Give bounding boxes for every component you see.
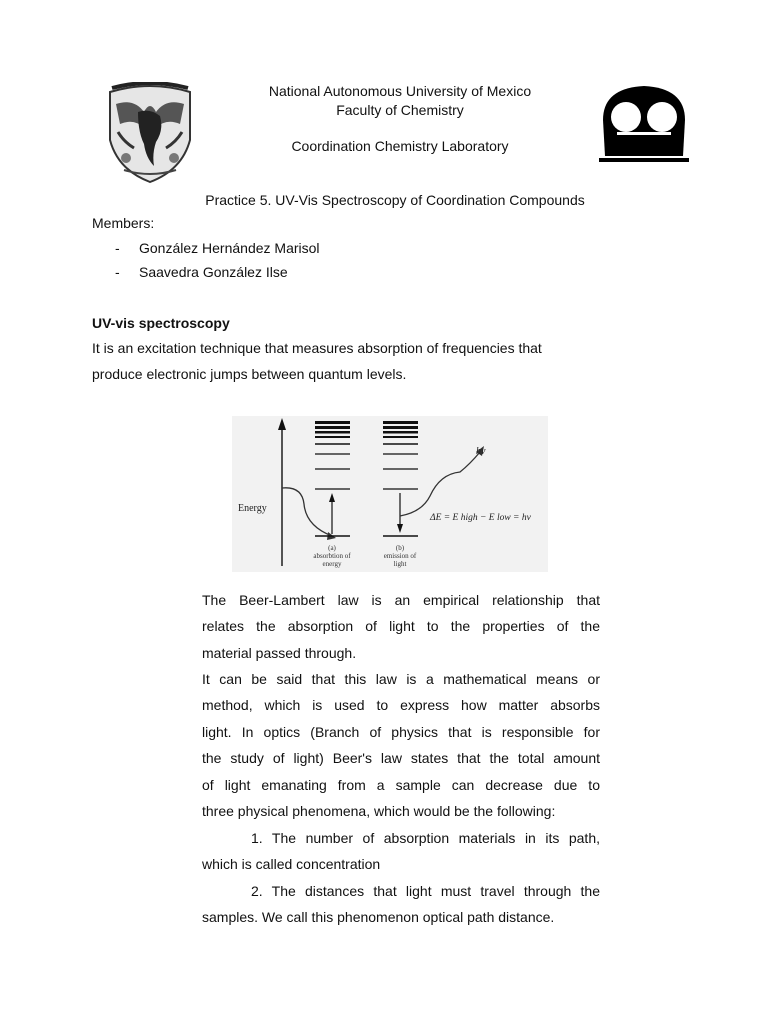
body-line: It can be said that this law is a mathematical means or	[202, 671, 600, 687]
member-name: González Hernández Marisol	[139, 240, 320, 256]
member-name: Saavedra González Ilse	[139, 264, 288, 280]
body-line: light. In optics (Branch of physics that is responsible for	[202, 724, 600, 740]
energy-level-diagram	[232, 416, 548, 572]
caption-a-label: (a)	[328, 544, 336, 552]
bullet-dash: -	[115, 264, 120, 280]
caption-b-text: emission of	[383, 552, 417, 560]
body-line: which is called concentration	[202, 856, 381, 872]
members-label: Members:	[92, 215, 155, 231]
unam-crest-logo	[104, 82, 196, 184]
intro-line: It is an excitation technique that measures absorption of frequencies that	[92, 340, 542, 356]
bullet-dash: -	[115, 240, 120, 256]
body-line: three physical phenomena, which would be the following:	[202, 803, 556, 819]
section-heading: UV-vis spectroscopy	[92, 315, 230, 331]
intro-line: produce electronic jumps between quantum levels.	[92, 366, 407, 382]
delta-e-equation: ΔE = E high − E low = hv	[430, 513, 531, 523]
caption-a-text: energy	[322, 560, 342, 568]
body-line: the study of light) Beer's law states that the total amount	[202, 750, 600, 766]
body-line: samples. We call this phenomenon optical path distance.	[202, 909, 555, 925]
list-item-1: 1. The number of absorption materials in its path,	[251, 830, 600, 846]
caption-b-label: (b)	[395, 544, 405, 552]
body-line: method, which is used to express how matter absorbs	[202, 697, 600, 713]
header-faculty: Faculty of Chemistry	[336, 102, 464, 118]
caption-a-text: absorbtion of	[313, 552, 351, 560]
body-line: The Beer-Lambert law is an empirical relationship that	[202, 592, 600, 608]
header-university: National Autonomous University of Mexico	[268, 83, 532, 99]
body-line: relates the absorption of light to the properties of the	[202, 618, 600, 634]
body-line: material passed through.	[202, 645, 357, 661]
faculty-owl-logo	[599, 84, 689, 164]
energy-label: Energy	[238, 503, 267, 514]
caption-b-text: light	[393, 560, 407, 568]
header-laboratory: Coordination Chemistry Laboratory	[291, 138, 509, 154]
list-item-2: 2. The distances that light must travel through the	[251, 883, 600, 899]
hv-label: hv	[476, 446, 486, 457]
practice-title: Practice 5. UV-Vis Spectroscopy of Coordination Compounds	[205, 192, 585, 208]
body-line: of light emanating from a sample can decrease due to	[202, 777, 600, 793]
